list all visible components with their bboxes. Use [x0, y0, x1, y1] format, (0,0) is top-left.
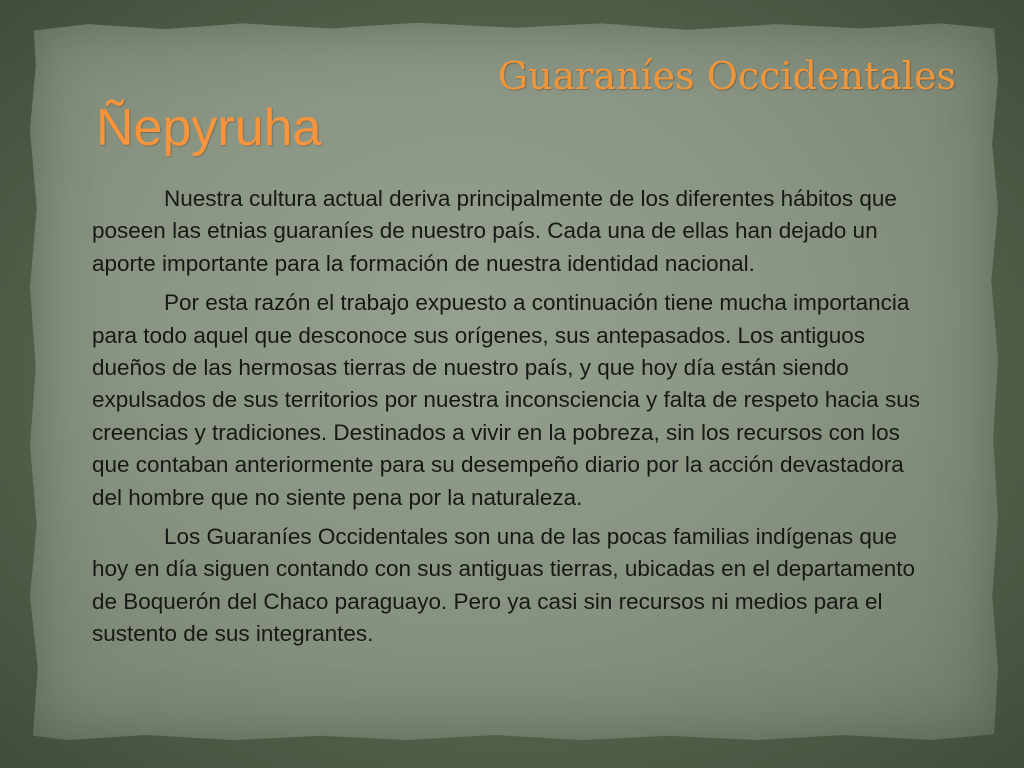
paragraph-2: Por esta razón el trabajo expuesto a continuación tiene mucha importancia para todo aquel que desconoce sus orígenes, sus antepasados. Los antiguos dueños de las hermosas tierras de nuestro país, y que hoy día están siendo expulsados de sus territorios por nuestra inconsciencia y falta de respeto hacia sus creencias y tradiciones. Destinados a vivir en la pobreza, sin los recursos con los que contaban anteriormente para su desempeño diario por la acción devastadora del hombre que no siente pena por la naturaleza. — [92, 290, 920, 510]
slide-title: Ñepyruha — [96, 99, 322, 157]
slide-body — [92, 183, 937, 658]
paragraph-1: Nuestra cultura actual deriva principalmente de los diferentes hábitos que poseen las etnias guaraníes de nuestro país. Cada una de ellas han dejado un aporte importante para la formación de nuestra identidad nacional. — [92, 186, 897, 276]
slide-header: Guaraníes Occidentales — [497, 54, 956, 98]
paragraph-3: Los Guaraníes Occidentales son una de las pocas familias indígenas que hoy en día siguen contando con sus antiguas tierras, ubicadas en el departamento de Boquerón del Chaco paraguayo. Pero ya casi sin recursos ni medios para el sustento de sus integrantes. — [92, 524, 916, 647]
